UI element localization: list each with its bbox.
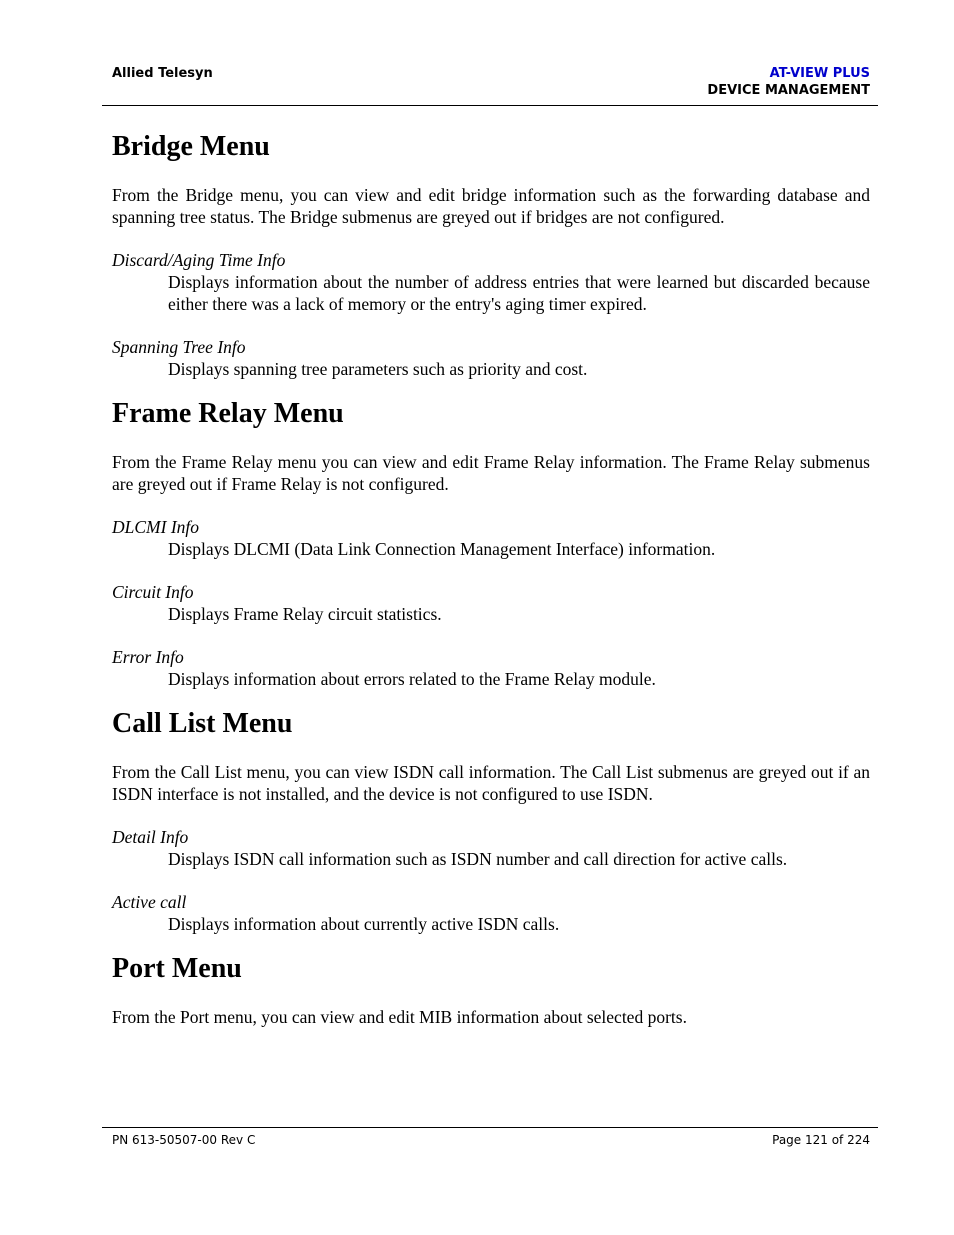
term-circuit: Circuit Info [112,582,194,602]
page-content [112,128,870,1028]
desc-discard-aging: Displays information about the number of address entries that were learned but discarded because either there was a lack of memory or the entry's aging timer expired. [168,272,870,314]
footer-part-number: PN 613-50507-00 Rev C [112,1133,256,1147]
page-footer [102,1127,878,1147]
bridge-intro: From the Bridge menu, you can view and edit bridge information such as the forwarding database and spanning tree status. The Bridge submenus are greyed out if bridges are not configured. [112,185,870,227]
footer-page-number: Page 121 of 224 [772,1133,870,1147]
header-section: DEVICE MANAGEMENT [707,83,870,98]
port-intro: From the Port menu, you can view and edit MIB information about selected ports. [112,1007,687,1027]
term-error: Error Info [112,647,184,667]
desc-error: Displays information about errors related to the Frame Relay module. [168,669,656,689]
term-discard-aging: Discard/Aging Time Info [112,250,286,270]
term-active-call: Active call [112,892,187,912]
heading-call-list-menu: Call List Menu [112,708,293,739]
desc-active-call: Displays information about currently active ISDN calls. [168,914,560,934]
call-list-intro: From the Call List menu, you can view ISDN call information. The Call List submenus are greyed out if an ISDN interface is not installed, and the device is not configured to use ISDN. [112,762,870,804]
term-dlcmi: DLCMI Info [112,517,200,537]
term-spanning-tree: Spanning Tree Info [112,337,246,357]
header-product: AT-VIEW PLUS [769,66,870,81]
desc-circuit: Displays Frame Relay circuit statistics. [168,604,442,624]
heading-bridge-menu: Bridge Menu [112,131,270,162]
desc-dlcmi: Displays DLCMI (Data Link Connection Management Interface) information. [168,539,716,559]
desc-spanning-tree: Displays spanning tree parameters such as priority and cost. [168,359,588,379]
term-detail-info: Detail Info [112,827,189,847]
page-header [102,60,878,106]
header-company: Allied Telesyn [112,66,213,81]
heading-frame-relay-menu: Frame Relay Menu [112,398,344,429]
frame-relay-intro: From the Frame Relay menu you can view and edit Frame Relay information. The Frame Relay submenus are greyed out if Frame Relay is not configured. [112,452,870,494]
desc-detail-info: Displays ISDN call information such as ISDN number and call direction for active calls. [168,849,788,869]
heading-port-menu: Port Menu [112,953,242,984]
